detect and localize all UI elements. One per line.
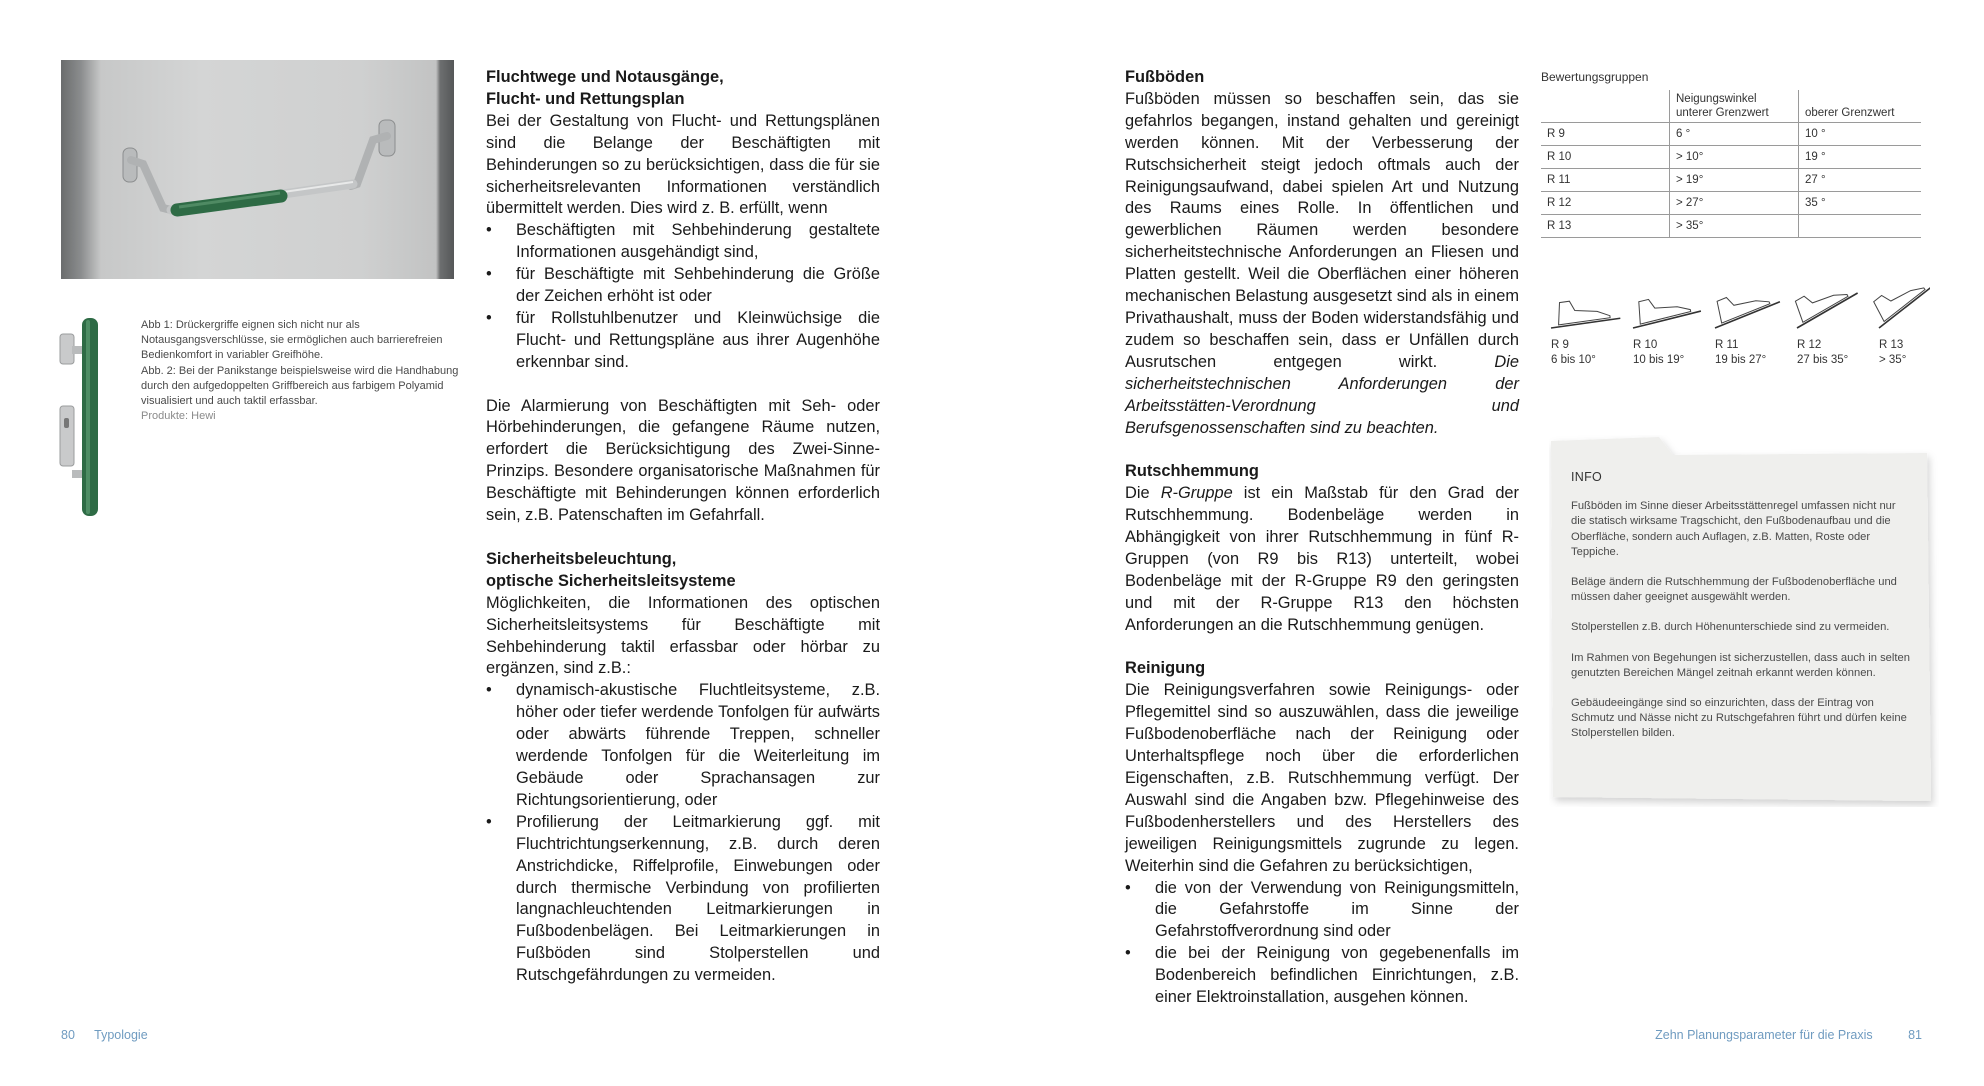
table-header-group: [1541, 90, 1670, 123]
info-paragraph: Beläge ändern die Rutschhemmung der Fußbodenoberfläche und müssen daher geeignet ausgewählt werden.: [1571, 576, 1897, 604]
fluchtwege-list: [486, 220, 880, 373]
ramp-label: [1633, 338, 1713, 368]
sicherheitsbeleuchtung-list: [486, 680, 880, 987]
ramp-figure: [1551, 301, 1620, 328]
ramp-label: [1715, 338, 1795, 368]
list-item: • für Beschäftigte mit Sehbehinderung die Größe der Zeichen erhöht ist oder: [486, 264, 880, 308]
list-item: • Profilierung der Leitmarkierung ggf. mit Fluchtrichtungserkennung, z.B. durch deren Anstrichdicke, Riffelprofile, Einwebungen oder durch thermische Verbindung von profilierten langnachleuchtenden Leitmarkierungen in Fußbodenbelägen. Bei Leitmarkierungen in Fußböden sind Stolperstellen und Rutschgefährdungen zu vermeiden.: [486, 812, 880, 987]
ramp-figure: [1715, 298, 1780, 329]
ramp-label-range: 6 bis 10°: [1551, 354, 1596, 366]
list-item: • Beschäftigten mit Sehbehinderung gestaltete Informationen ausgehändigt sind,: [486, 220, 880, 264]
ramp-slope-line: [1715, 302, 1780, 328]
reinigung-list: [1125, 878, 1519, 1009]
fluchtwege-intro: Bei der Gestaltung von Flucht- und Rettungsplänen sind die Belange der Beschäftigten mit Behinderungen so zu berücksichtigen, dass die für sie sicherheitsrelevanten Informationen verständlich übermittelt werden. Dies wird z. B. erfüllt, wenn: [486, 111, 880, 218]
table-title: Bewertungsgruppen: [1541, 70, 1649, 84]
fluchtwege-heading: Fluchtwege und Notausgänge, Flucht- und Rettungsplan: [486, 68, 724, 108]
ramp-label-range: 10 bis 19°: [1633, 354, 1685, 366]
ramp-figure: [1795, 293, 1857, 328]
table-row: R 9 6 ° 10 °: [1541, 123, 1921, 146]
caption-abb2: Abb. 2: Bei der Panikstange beispielsweise wird die Handhabung durch den aufgedoppelten Griffbereich aus farbigem Polyamid visualisiert und auch taktil erfassbar.: [141, 364, 459, 408]
ramp-slope-line: [1633, 311, 1701, 328]
ramp-slope-line: [1551, 318, 1620, 328]
list-item: • für Rollstuhlbenutzer und Kleinwüchsige die Flucht- und Rettungspläne aus ihrer Augenhöhe erkennbar sind.: [486, 308, 880, 374]
table-row: R 12 > 27° 35 °: [1541, 192, 1921, 215]
door-photo: [61, 60, 454, 279]
shoe-icon: [1874, 288, 1925, 322]
left-footer: [61, 1028, 148, 1042]
ramp-label-name: R 10: [1633, 339, 1658, 351]
sicherheitsbeleuchtung-intro: Möglichkeiten, die Informationen des optischen Sicherheitsleitsystems für Beschäftigte mit Sehbehinderung taktil erfassbar oder hörbar zu ergänzen, sind z.B.:: [486, 593, 880, 678]
info-title: INFO: [1571, 470, 1603, 484]
ramp-label-name: R 12: [1797, 339, 1822, 351]
right-text-column: [1125, 67, 1519, 1009]
info-content: [1571, 470, 1913, 757]
right-footer: [1655, 1028, 1922, 1042]
table-header-row: [1541, 90, 1921, 123]
shoe-icon: [1795, 295, 1848, 323]
handle-photo: [58, 318, 118, 516]
ramp-label: [1551, 338, 1631, 368]
reinigung-paragraph: Die Reinigungsverfahren sowie Reinigungs- oder Pflegemittel sind so auszuwählen, dass die jeweilige Fußbodenoberfläche nach der Reinigung oder Unterhaltspflege noch über die erforderlichen Eigenschaften, z.B. Rutschhemmung verfügt. Der Auswahl sind die Angaben bzw. Pflegehinweise des Fußbodenherstellers und des Herstellers des jeweiligen Reinigungsmittels zugrunde zu legen. Weiterhin sind die Gefahren zu berücksichtigen,: [1125, 681, 1519, 875]
list-item: • die von der Verwendung von Reinigungsmitteln, die Gefahrstoffe im Sinne der Gefahrstoffverordnung sind oder: [1125, 878, 1519, 944]
image-caption: [141, 318, 461, 424]
sicherheitsbeleuchtung-heading: Sicherheitsbeleuchtung, optische Sicherheitsleitsysteme: [486, 549, 736, 590]
rutschhemmung-paragraph: Die R-Gruppe ist ein Maßstab für den Grad der Rutschhemmung. Bodenbeläge werden in Abhängigkeit von ihrer Rutschhemmung in fünf R-Gruppen (von R9 bis R13) unterteilt, wobei Bodenbeläge mit der R-Gruppe R9 den geringsten und mit der R-Gruppe R13 den höchsten Anforderungen an die Rutschhemmung genügen.: [1125, 484, 1520, 634]
fussboeden-italic: Die sicherheitstechnischen Anforderungen der Arbeitsstätten-Verordnung und Berufsgenossenschaften sind zu beachten.: [1125, 352, 1519, 437]
ramp-label-name: R 11: [1715, 339, 1739, 351]
info-paragraph: Stolperstellen z.B. durch Höhenunterschiede sind zu vermeiden.: [1571, 621, 1890, 634]
ramp-label-range: 19 bis 27°: [1715, 354, 1767, 366]
ramp-label-name: R 9: [1551, 339, 1569, 351]
ramp-figure: [1874, 285, 1930, 328]
bewertungsgruppen-table: [1541, 70, 1922, 238]
caption-credit: Produkte: Hewi: [141, 410, 216, 423]
footer-section-left: Typologie: [94, 1028, 148, 1042]
table-header-lower: Neigungswinkel unterer Grenzwert: [1670, 90, 1799, 123]
reinigung-heading: Reinigung: [1125, 659, 1206, 678]
fussboeden-paragraph: Fußböden müssen so beschaffen sein, das sie gefahrlos begangen, instand gehalten und gereinigt werden können. Mit der Verbesserung der Rutschsicherheit steigt jedoch oftmals auch der Reinigungsaufwand, dabei spielen Art und Nutzung des Raums eines Rolle. In öffentlichen und gewerblichen Räumen werden besondere sicherheitstechnische Anforderungen an Fliesen und Platten gestellt. Weil die Oberflächen einer höheren mechanischen Belastung ausgesetzt sind als in einem Privathaushalt, muss der Boden widerstandsfähig und zudem so beschaffen sein, dass er Unfällen durch Ausrutschen entgegen wirkt. Die sicherheitstechnischen Anforderungen der Arbeitsstätten-Verordnung und Berufsgenossenschaften sind zu beachten.: [1125, 89, 1519, 437]
page-number-left: 80: [61, 1028, 75, 1042]
table-row: R 11 > 19° 27 °: [1541, 169, 1921, 192]
table-row: R 13 > 35°: [1541, 215, 1921, 238]
info-paragraph: Im Rahmen von Begehungen ist sicherzustellen, dass auch in selten genutzten Bereichen Mängel zeitnah erkannt werden können.: [1571, 651, 1910, 679]
ramp-label-range: 27 bis 35°: [1797, 354, 1849, 366]
table-row: R 10 > 10° 19 °: [1541, 146, 1921, 169]
ramp-label: [1797, 338, 1877, 368]
alarmierung-paragraph: Die Alarmierung von Beschäftigten mit Seh- oder Hörbehinderungen, die gefangene Räume nutzen, erfordert die Berücksichtigung des Zwei-Sinne-Prinzips. Besondere organisatorische Maßnahmen für Beschäftigte mit Behinderungen können erforderlich sein, z.B. Patenschaften im Gefahrfall.: [486, 396, 880, 525]
left-text-column: [486, 67, 880, 987]
shoe-icon: [1717, 298, 1770, 324]
page-number-right: 81: [1908, 1028, 1922, 1042]
info-paragraph: Gebäudeeingänge sind so einzurichten, dass der Eintrag von Schmutz und Nässe nicht zu Rutschgefahren führt und dürfen keine Stolperstellen bilden.: [1571, 697, 1907, 740]
ramp-figure: [1633, 299, 1701, 328]
ramp-label: [1879, 338, 1959, 368]
ramp-label-range: > 35°: [1879, 354, 1907, 366]
list-item: • die bei der Reinigung von gegebenenfalls im Bodenbereich befindlichen Einrichtungen, z.B. einer Elektroinstallation, ausgehen können.: [1125, 943, 1519, 1009]
caption-abb1: Abb 1: Drückergriffe eignen sich nicht nur als Notausgangsverschlüsse, sie ermöglichen auch barrierefreien Bedienkomfort in variabler Greifhöhe.: [141, 319, 443, 362]
list-item: • dynamisch-akustische Fluchtleitsysteme, z.B. höher oder tiefer werdende Tonfolgen für aufwärts oder abwärts führende Treppen, schneller werdende Tonfolgen für die Weiterleitung im Gebäude oder Sprachansagen zur Richtungsorientierung, oder: [486, 680, 880, 811]
rutschhemmung-heading: Rutschhemmung: [1125, 462, 1259, 481]
ramp-label-name: R 13: [1879, 339, 1904, 351]
table-header-upper: oberer Grenzwert: [1799, 90, 1922, 123]
fussboeden-heading: Fußböden: [1125, 68, 1205, 86]
footer-section-right: Zehn Planungsparameter für die Praxis: [1655, 1028, 1873, 1042]
info-paragraph: Fußböden im Sinne dieser Arbeitsstättenregel umfassen nicht nur die statisch wirksame Tragschicht, den Fußbodenaufbau und die Oberfläche, sondern auch Auflagen, z.B. Matten, Roste oder Teppiche.: [1571, 500, 1896, 558]
